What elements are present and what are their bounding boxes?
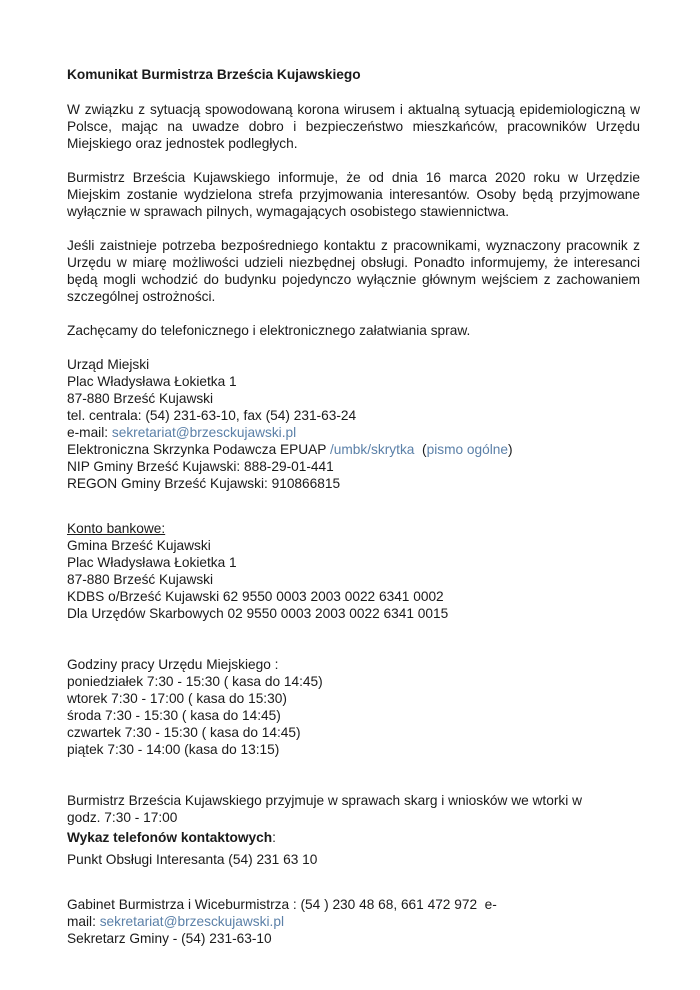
office-city: 87-880 Brześć Kujawski bbox=[67, 391, 214, 406]
office-email-label: e-mail: bbox=[67, 425, 112, 440]
paragraph-encouragement: Zachęcamy do telefonicznego i elektronicznego załatwiania spraw. bbox=[67, 323, 471, 338]
bank-account-block bbox=[67, 520, 640, 622]
cabinet-email-line bbox=[67, 913, 640, 930]
epuap-paren-close: ) bbox=[508, 442, 513, 457]
bank-line: Plac Władysława Łokietka 1 bbox=[67, 555, 237, 570]
contacts-heading: Wykaz telefonów kontaktowych bbox=[67, 830, 273, 845]
hours-day: środa 7:30 - 15:30 ( kasa do 14:45) bbox=[67, 708, 281, 723]
cabinet-email-label: mail: bbox=[67, 914, 100, 929]
contacts-heading-line bbox=[67, 829, 640, 846]
office-email-link[interactable]: sekretariat@brzesckujawski.pl bbox=[111, 425, 297, 440]
bank-line: 87-880 Brześć Kujawski bbox=[67, 572, 214, 587]
bank-heading: Konto bankowe: bbox=[67, 521, 166, 536]
bank-line: KDBS o/Brześć Kujawski 62 9550 0003 2003 0022 6341 0002 bbox=[67, 589, 444, 604]
cabinet-line: Gabinet Burmistrza i Wiceburmistrza : (54 ) 230 48 68, 661 472 972 e- bbox=[67, 897, 497, 912]
epuap-paren-open: ( bbox=[414, 442, 427, 457]
complaints-block bbox=[67, 792, 640, 826]
secretary-line: Sekretarz Gminy - (54) 231-63-10 bbox=[67, 931, 272, 946]
epuap-link[interactable]: /umbk/skrytka bbox=[329, 442, 415, 457]
bank-line: Dla Urzędów Skarbowych 02 9550 0003 2003 0022 6341 0015 bbox=[67, 606, 449, 621]
hours-day: czwartek 7:30 - 15:30 ( kasa do 14:45) bbox=[67, 725, 301, 740]
hours-heading: Godziny pracy Urzędu Miejskiego : bbox=[67, 657, 279, 672]
complaints-line: godz. 7:30 - 17:00 bbox=[67, 810, 178, 825]
epuap-form-link[interactable]: pismo ogólne bbox=[426, 442, 509, 457]
hours-day: poniedziałek 7:30 - 15:30 ( kasa do 14:45) bbox=[67, 674, 323, 689]
contacts-heading-colon: : bbox=[272, 830, 276, 845]
office-hours-block bbox=[67, 656, 640, 758]
bank-line: Gmina Brześć Kujawski bbox=[67, 538, 211, 553]
epuap-label: Elektroniczna Skrzynka Podawcza EPUAP bbox=[67, 442, 330, 457]
office-nip: NIP Gminy Brześć Kujawski: 888-29-01-441 bbox=[67, 459, 334, 474]
office-name: Urząd Miejski bbox=[67, 357, 150, 372]
complaints-line: Burmistrz Brześcia Kujawskiego przyjmuje w sprawach skarg i wniosków we wtorki w bbox=[67, 793, 582, 808]
office-regon: REGON Gminy Brześć Kujawski: 910866815 bbox=[67, 476, 341, 491]
paragraph-reception-zone: Burmistrz Brześcia Kujawskiego informuje, że od dnia 16 marca 2020 roku w Urzędzie Miejskim zostanie wydzielona strefa przyjmowania interesantów. Osoby będą przyjmowane wyłącznie w sprawach pilnych, wymagających osobistego stawiennictwa. bbox=[67, 170, 640, 219]
office-contact-block bbox=[67, 356, 640, 492]
hours-day: wtorek 7:30 - 17:00 ( kasa do 15:30) bbox=[67, 691, 287, 706]
office-email-line bbox=[67, 424, 640, 441]
office-phone: tel. centrala: (54) 231-63-10, fax (54) 231-63-24 bbox=[67, 408, 357, 423]
cabinet-email-link[interactable]: sekretariat@brzesckujawski.pl bbox=[99, 914, 284, 929]
office-epuap-line bbox=[67, 441, 640, 458]
paragraph-contact: Jeśli zaistnieje potrzeba bezpośredniego kontaktu z pracownikami, wyznaczony pracownik z Urzędu w miarę możliwości udzieli niezbędnej obsługi. Ponadto informujemy, że interesanci będą mogli wchodzić do budynku pojedynczo wyłącznie głównym wejściem z zachowaniem szczególnej ostrożności. bbox=[67, 238, 640, 304]
office-street: Plac Władysława Łokietka 1 bbox=[67, 374, 237, 389]
service-point: Punkt Obsługi Interesanta (54) 231 63 10 bbox=[67, 852, 318, 867]
hours-day: piątek 7:30 - 14:00 (kasa do 13:15) bbox=[67, 742, 280, 757]
document-title: Komunikat Burmistrza Brześcia Kujawskiego bbox=[67, 67, 361, 82]
contacts-block bbox=[67, 829, 640, 947]
paragraph-situation: W związku z sytuacją spowodowaną korona wirusem i aktualną sytuacją epidemiologiczną w Polsce, mając na uwadze dobro i bezpieczeństwo mieszkańców, pracowników Urzędu Miejskiego oraz jednostek podległych. bbox=[67, 102, 640, 151]
